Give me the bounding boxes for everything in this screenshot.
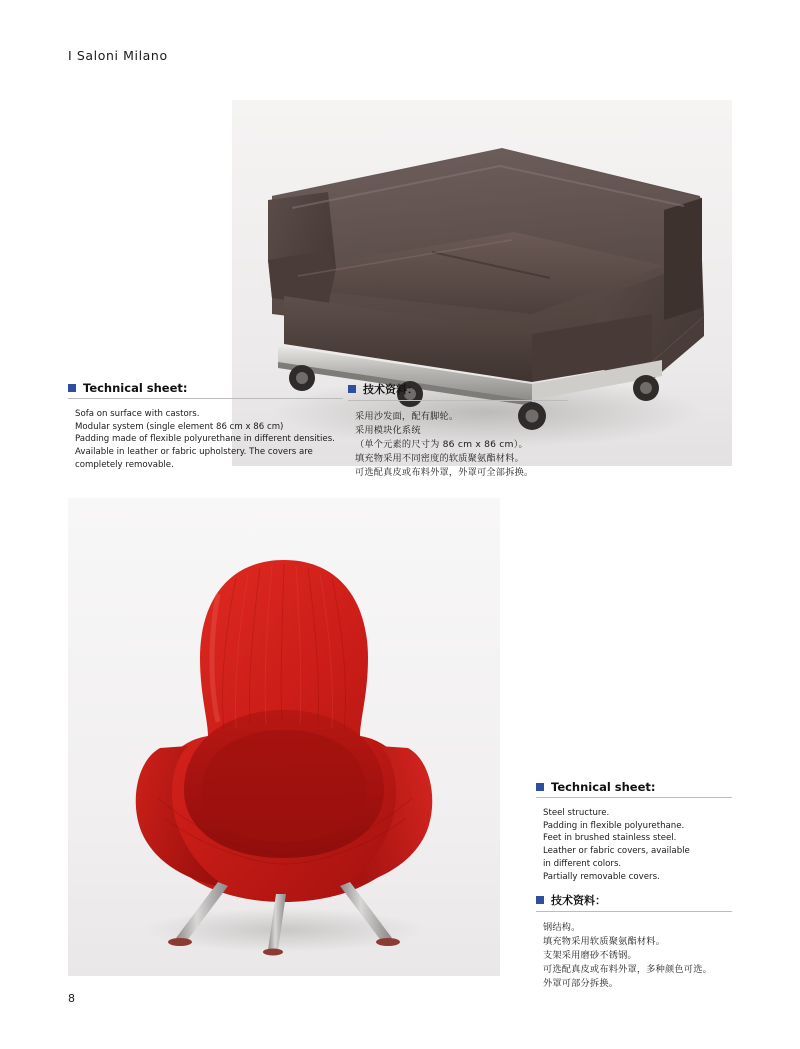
text-line: 填充物采用软质聚氨酯材料。 bbox=[543, 935, 666, 947]
page-header: I Saloni Milano bbox=[68, 48, 168, 63]
chair-technical-sheet-en-title bbox=[536, 780, 732, 794]
text-line: Partially removable covers. bbox=[543, 871, 660, 882]
bullet-square-icon bbox=[68, 384, 76, 392]
text-line: 可选配真皮或布料外罩，多种颜色可选。 bbox=[543, 963, 712, 975]
text-line: 采用沙发面，配有脚轮。 bbox=[355, 411, 459, 422]
sofa-technical-sheet-en-body bbox=[68, 408, 343, 472]
chair-technical-sheet-cn bbox=[536, 892, 732, 991]
text-line: 支架采用磨砂不锈钢。 bbox=[543, 949, 637, 961]
text-line: Sofa on surface with castors. bbox=[75, 409, 200, 419]
sofa-technical-sheet-cn-title bbox=[348, 381, 568, 397]
sofa-technical-sheet-en bbox=[68, 381, 343, 472]
chair-technical-sheet-en-body bbox=[536, 807, 732, 883]
title-text: Technical sheet: bbox=[83, 381, 188, 395]
text-line: 钢结构。 bbox=[543, 922, 581, 933]
sofa-technical-sheet-cn-body bbox=[348, 410, 568, 480]
text-line: in different colors. bbox=[543, 858, 622, 869]
title-text: Technical sheet: bbox=[551, 780, 656, 794]
page-number: 8 bbox=[68, 992, 75, 1005]
text-line: 外罩可部分拆换。 bbox=[543, 977, 619, 989]
bullet-square-icon bbox=[348, 385, 356, 393]
divider bbox=[536, 797, 732, 798]
sofa-technical-sheet-en-title bbox=[68, 381, 343, 395]
title-text: 技术资料： bbox=[551, 894, 606, 907]
text-line: （单个元素的尺寸为 86 cm x 86 cm）。 bbox=[355, 438, 528, 450]
text-line: Padding made of flexible polyurethane in different densities. bbox=[75, 434, 335, 445]
sofa-technical-sheet-cn bbox=[348, 381, 568, 480]
text-line: Modular system (single element 86 cm x 86 cm) bbox=[75, 421, 284, 432]
chair-technical-sheet-cn-title bbox=[536, 892, 732, 908]
text-line: Steel structure. bbox=[543, 808, 610, 818]
chair-photo bbox=[68, 498, 500, 976]
chair-technical-sheet-cn-body bbox=[536, 921, 732, 991]
text-line: Leather or fabric covers, available bbox=[543, 846, 690, 857]
text-line: Padding in flexible polyurethane. bbox=[543, 820, 685, 831]
text-line: 填充物采用不同密度的软质聚氨酯材料。 bbox=[355, 452, 524, 464]
divider bbox=[536, 911, 732, 912]
text-line: 可选配真皮或布料外罩，外罩可全部拆换。 bbox=[355, 466, 534, 478]
text-line: Available in leather or fabric upholstery. The covers are bbox=[75, 447, 313, 458]
text-line: 采用模块化系统 bbox=[355, 424, 421, 436]
bullet-square-icon bbox=[536, 783, 544, 791]
divider bbox=[68, 398, 343, 399]
text-line: completely removable. bbox=[75, 459, 174, 470]
title-text: 技术资料： bbox=[363, 383, 418, 396]
chair-technical-sheet-en bbox=[536, 780, 732, 883]
text-line: Feet in brushed stainless steel. bbox=[543, 833, 677, 844]
divider bbox=[348, 400, 568, 401]
bullet-square-icon bbox=[536, 896, 544, 904]
chair-illustration bbox=[68, 498, 500, 976]
